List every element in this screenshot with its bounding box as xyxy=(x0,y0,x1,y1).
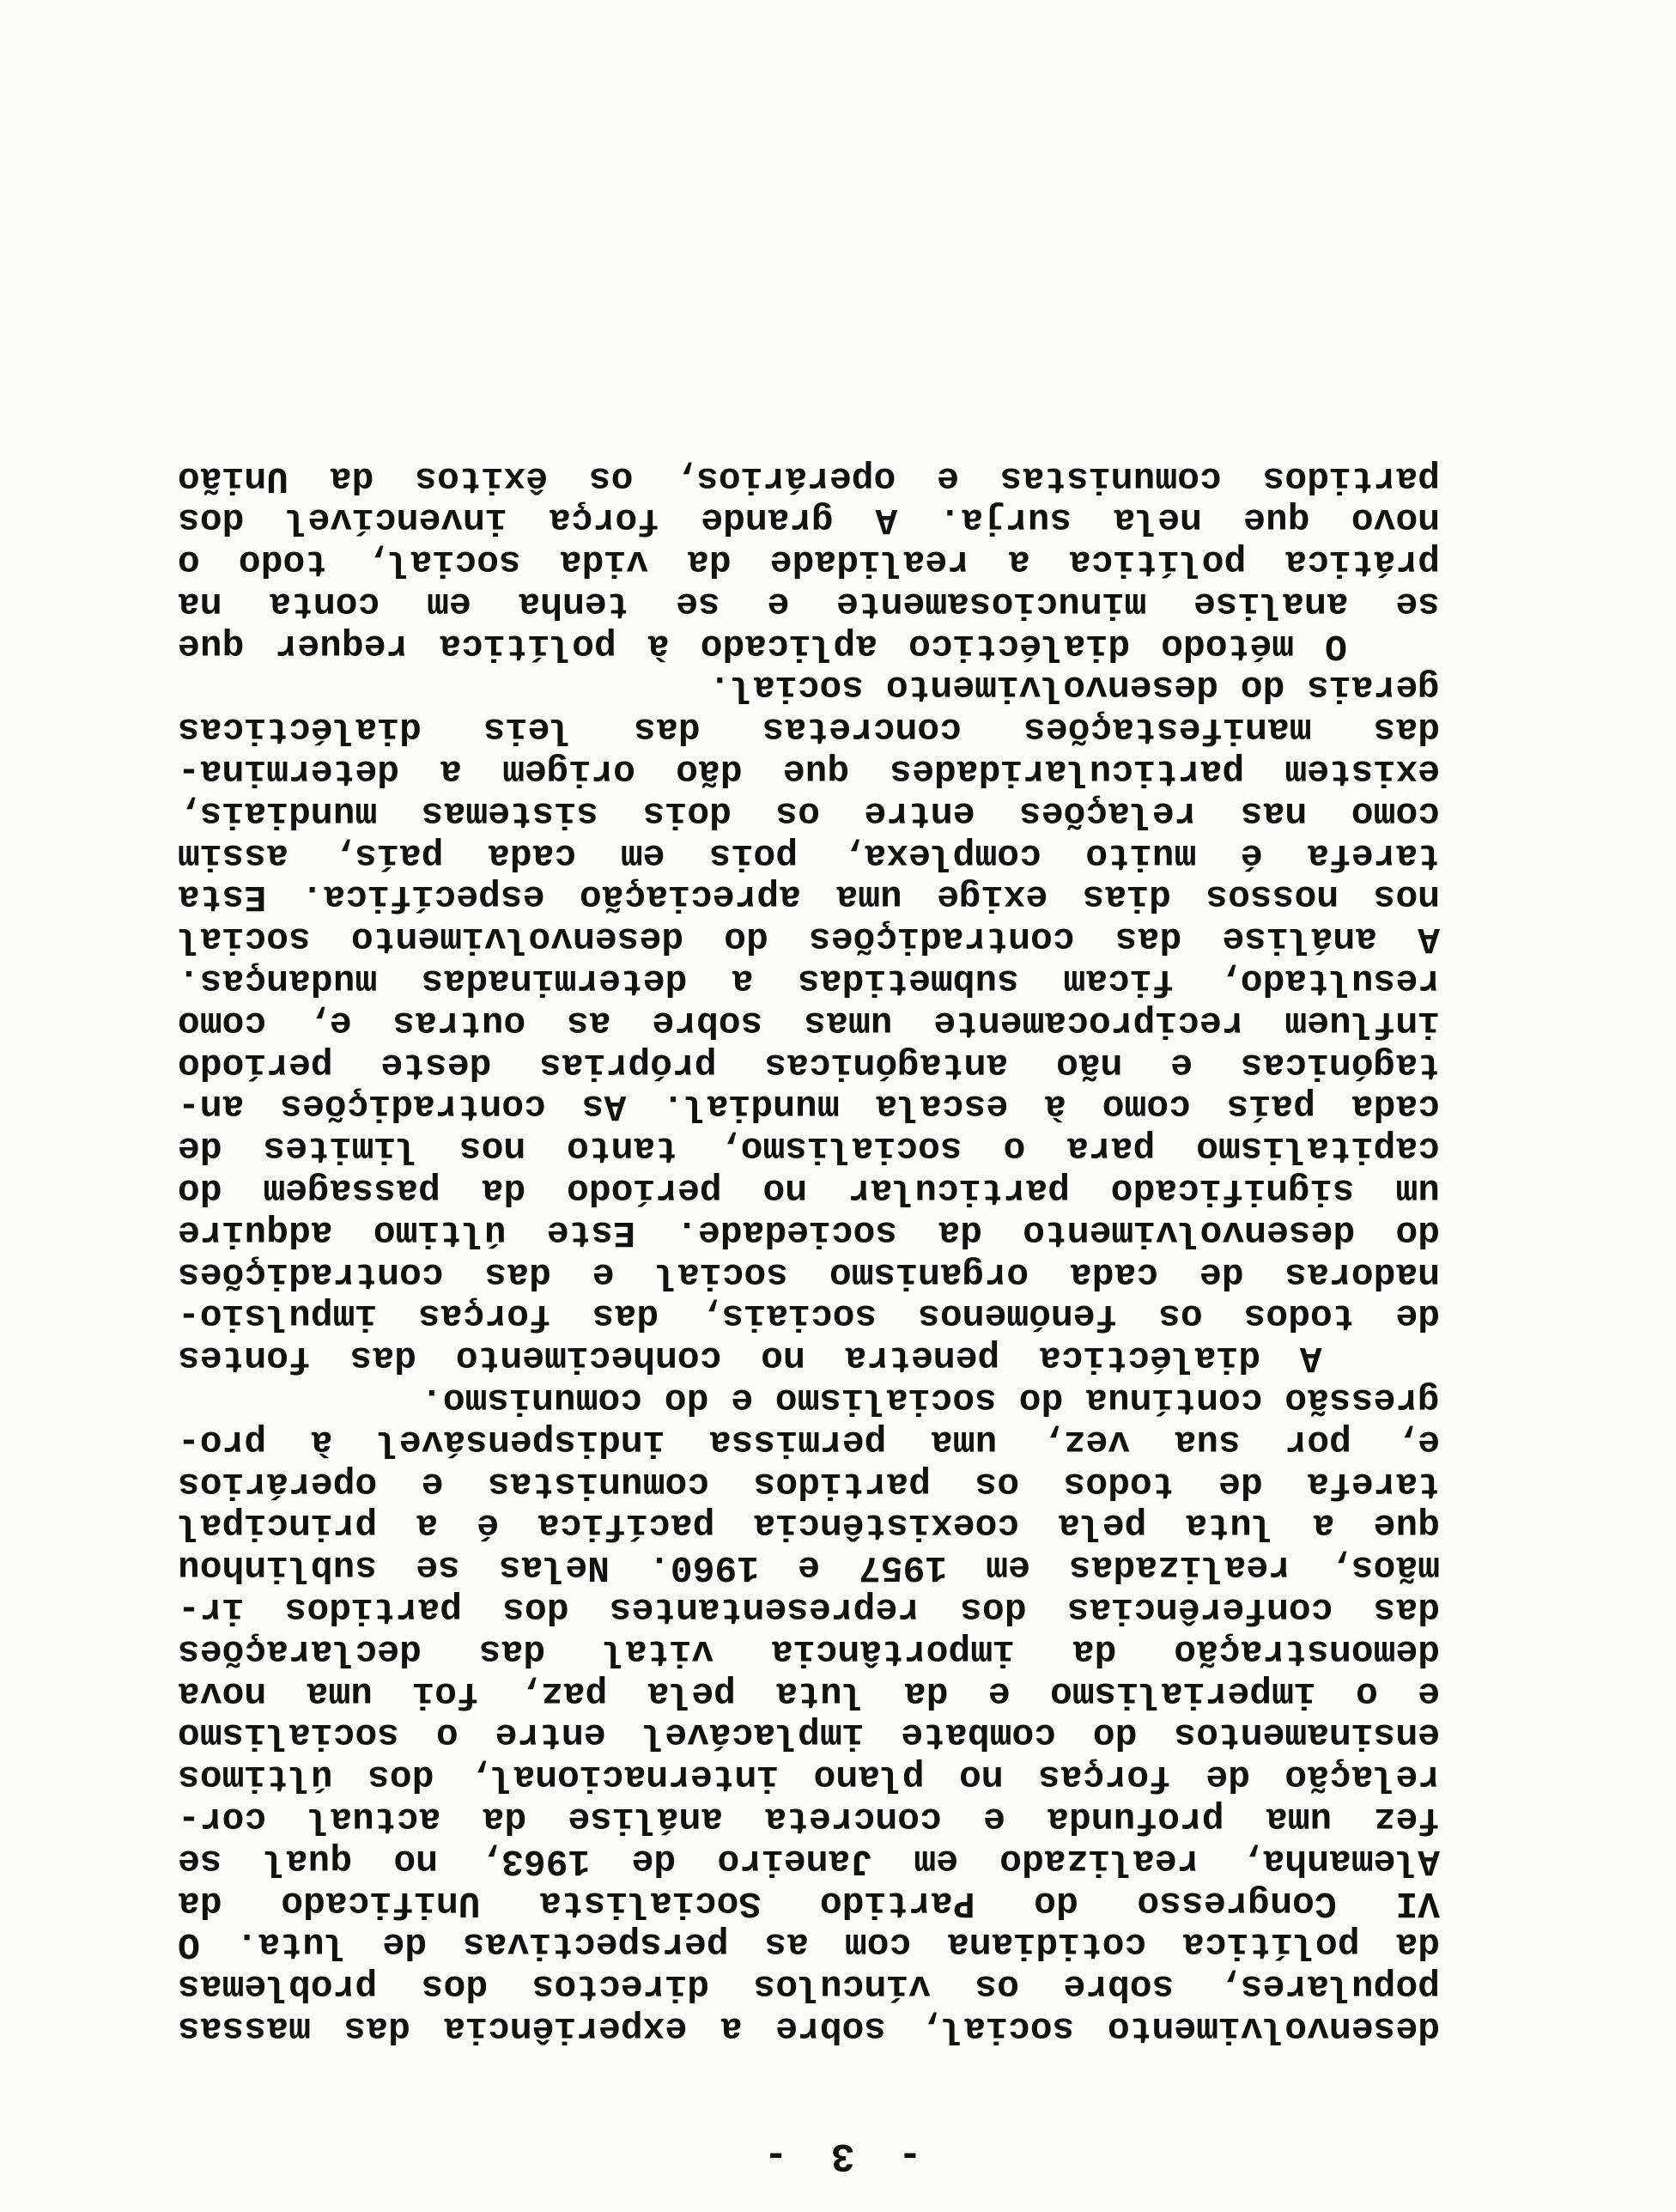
text-line: fez uma profunda e concreta análise da actual cor- xyxy=(178,1798,1440,1841)
text-line: existem particularidades que dão origem a determina- xyxy=(178,750,1440,793)
text-line: tarefa de todos os partidos comunistas e operários xyxy=(178,1462,1440,1505)
text-line: influem reciprocamente umas sobre as outras e, como xyxy=(178,1001,1440,1044)
text-line: relação de forças no plano internacional, dos últimos xyxy=(178,1756,1440,1799)
text-line: VI Congresso do Partido Socialista Unificado da xyxy=(178,1881,1440,1924)
text-line: desenvolvimento social, sobre a experiência das massas xyxy=(178,2008,1440,2050)
text-line: tarefa é muito complexa, pois em cada país, assim xyxy=(178,834,1440,877)
text-line: e o imperialismo e da luta pela paz, foi uma nova xyxy=(178,1672,1440,1715)
text-line: partidos comunistas e operários, os êxitos da União xyxy=(178,457,1440,500)
text-line: novo que nela surja. A grande força invencível dos xyxy=(178,499,1440,542)
paragraph xyxy=(178,666,1440,1379)
text-line: O método dialéctico aplicado à política requer que xyxy=(178,624,1440,667)
text-line: nadoras de cada organismo social e das contradições xyxy=(178,1253,1440,1296)
text-line: de todos os fenómenos sociais, das forças impulsio- xyxy=(178,1295,1440,1338)
text-line: se analise minuciosamente e se tenha em conta na xyxy=(178,582,1440,625)
text-line: gressão contínua do socialismo e do comunismo. xyxy=(421,1379,1440,1422)
text-line: A dialéctica penetra no conhecimento das fontes xyxy=(178,1337,1440,1380)
text-line: das conferências dos representantes dos partidos ir- xyxy=(178,1589,1440,1632)
text-line: ensinamentos do combate implacável entre o socialismo xyxy=(178,1714,1440,1757)
text-line: capitalismo para o socialismo, tanto nos limites de xyxy=(178,1127,1440,1170)
text-line: do desenvolvimento da sociedade. Este último adquire xyxy=(178,1211,1440,1254)
text-line: nos nossos dias exige uma apreciação específica. Esta xyxy=(178,876,1440,919)
text-line: mãos, realizadas em 1957 e 1960. Nelas se sublinhou xyxy=(178,1547,1440,1589)
text-line: da política cotidiana com as perspectivas de luta. O xyxy=(178,1923,1440,1966)
text-line: prática política a realidade da vida social, todo o xyxy=(178,541,1440,584)
text-line: tagónicas e não antagónicas próprias deste período xyxy=(178,1043,1440,1086)
text-line: populares, sobre os vínculos directos dos problemas xyxy=(178,1966,1440,2008)
paragraph xyxy=(178,1378,1440,2049)
paragraph xyxy=(178,457,1440,666)
text-line: que a luta pela coexistência pacífica é a principal xyxy=(178,1504,1440,1547)
body-text xyxy=(178,457,1440,2049)
page-number: - 3 - xyxy=(754,2133,922,2178)
text-line: um significado particular no período da passagem do xyxy=(178,1170,1440,1212)
text-line: Alemanha, realizado em Janeiro de 1963, no qual se xyxy=(178,1839,1440,1882)
text-line: e, por sua vez, uma permissa indispensável à pro- xyxy=(178,1420,1440,1463)
text-line: resultado, ficam submetidas a determinadas mudanças. xyxy=(178,960,1440,1003)
text-line: como nas relações entre os dois sistemas mundiais, xyxy=(178,792,1440,835)
text-line: das manifestações concretas das leis dialécticas xyxy=(178,708,1440,751)
text-line: demonstração da importância vital das declarações xyxy=(178,1630,1440,1673)
text-line: gerais do desenvolvimento social. xyxy=(708,666,1440,709)
text-line: cada país como à escala mundial. As contradições an- xyxy=(178,1085,1440,1128)
text-line: A análise das contradições do desenvolvimento social xyxy=(178,918,1440,961)
